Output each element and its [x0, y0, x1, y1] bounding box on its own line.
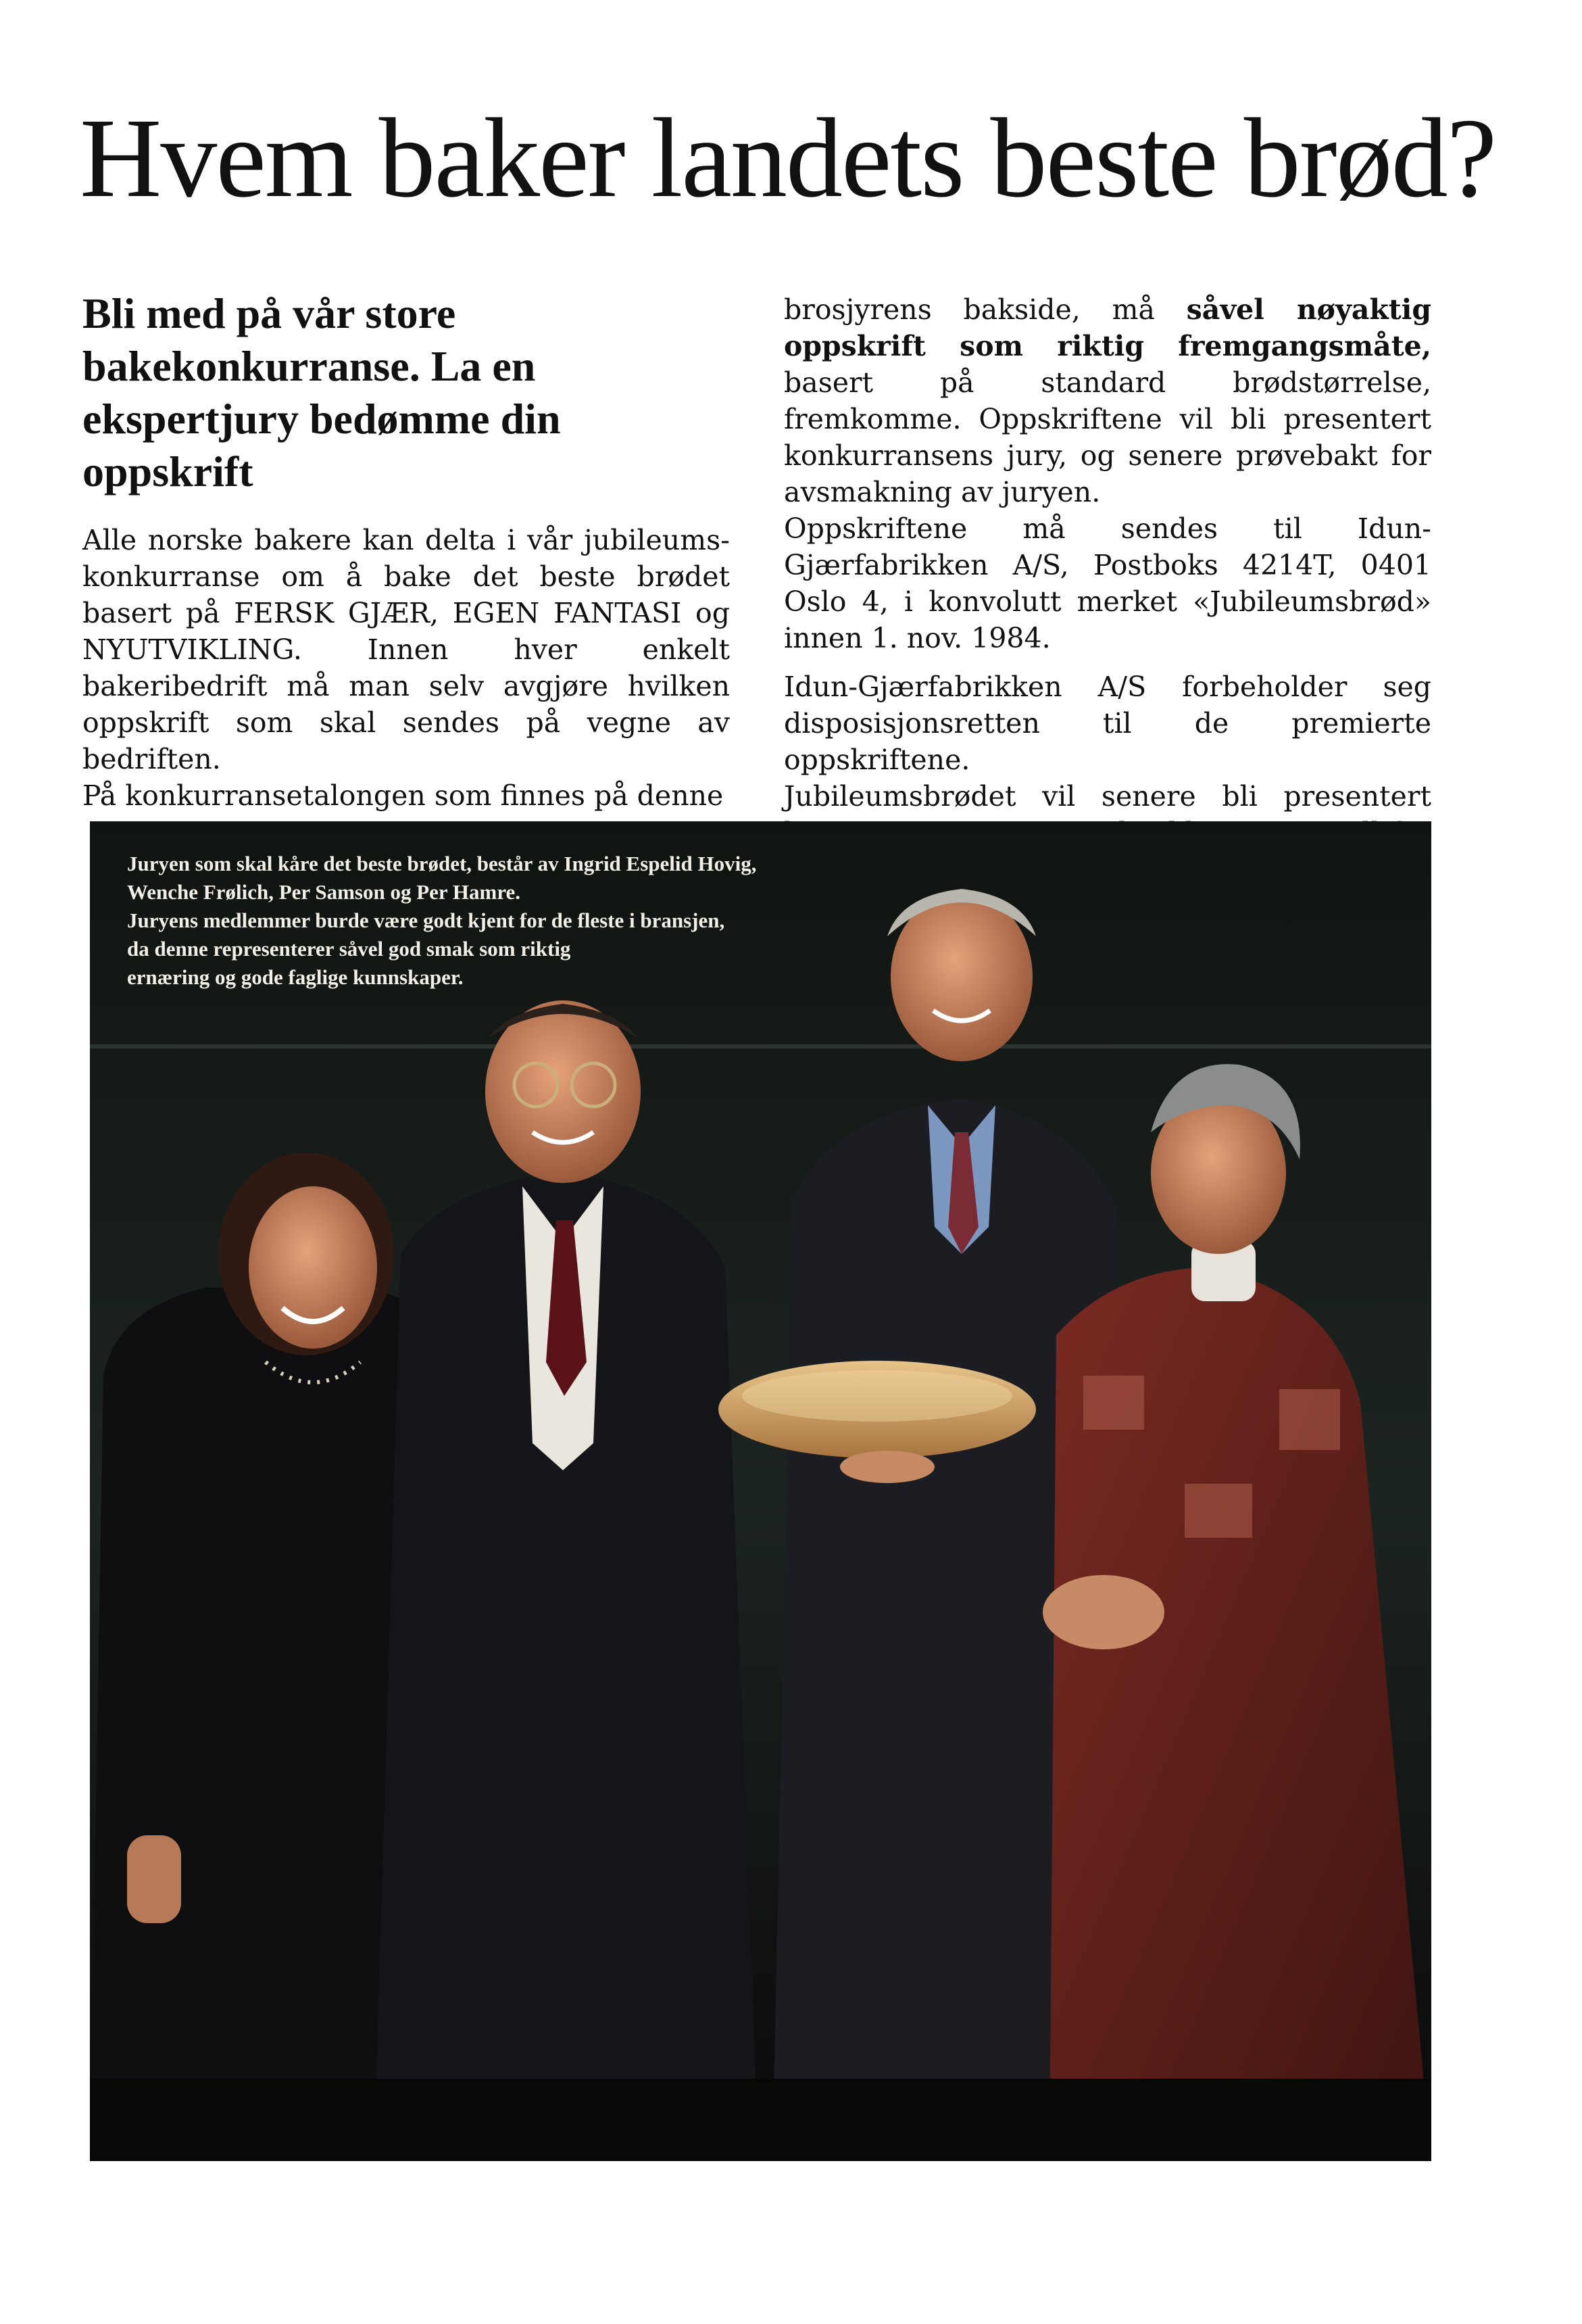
right-text-column — [784, 291, 1431, 888]
body-paragraph-address: Oppskriftene må sendes til Idun-Gjærfabrikken A/S, Postboks 4214T, 0401 Oslo 4, i konvolutt merket «Jubileumsbrød» innen 1. nov. 1984. — [784, 512, 1431, 654]
left-text-column — [82, 522, 730, 814]
body-paragraph-recipe: brosjyrens bakside, må såvel nøyaktig oppskrift som riktig fremgangsmåte, basert på standard brødstørrelse, fremkomme. Oppskriftene vil bli presentert konkurransens jury, og senere prøvebakt for avsmakning av juryen. — [784, 293, 1431, 508]
caption-line: ernæring og gode faglige kunnskaper. — [127, 965, 464, 989]
caption-line: da denne representerer såvel god smak som riktig — [127, 937, 571, 961]
bold-phrase: såvel nøyaktig oppskrift som riktig fremgangsmåte, — [784, 293, 1431, 362]
headline: Hvem baker landets beste brød? — [80, 95, 1496, 221]
body-paragraph-campaign: Jubileumsbrødet vil senere bli presentert — [784, 780, 1431, 813]
subheading: Bli med på vår store bakekonkurranse. La en ekspertjury bedømme din oppskrift — [82, 289, 561, 495]
body-paragraph-intro: Alle norske bakere kan delta i vår jubileumskonkurranse om å bake det beste brødet basert på FERSK GJÆR, EGEN FANTASI og NYUTVIKLING. Innen hver enkelt bakeribedrift må man selv avgjøre hvilken oppskrift som skal sendes på vegne av bedriften. — [82, 524, 730, 775]
jury-photo-illustration — [90, 821, 1431, 2161]
body-paragraph-entry-form: På konkurransetalongen som finnes på denne — [82, 779, 724, 812]
photo-caption — [127, 850, 972, 992]
jury-photo — [90, 821, 1431, 2161]
caption-line: Juryens medlemmer burde være godt kjent for de fleste i bransjen, — [127, 909, 725, 932]
caption-line: Juryen som skal kåre det beste brødet, består av Ingrid Espelid Hovig, — [127, 852, 757, 875]
caption-line: Wenche Frølich, Per Samson og Per Hamre. — [127, 880, 521, 904]
body-paragraph-rights: Idun-Gjærfabrikken A/S forbeholder seg disposisjonsretten til de premierte oppskriftene. — [784, 671, 1431, 776]
